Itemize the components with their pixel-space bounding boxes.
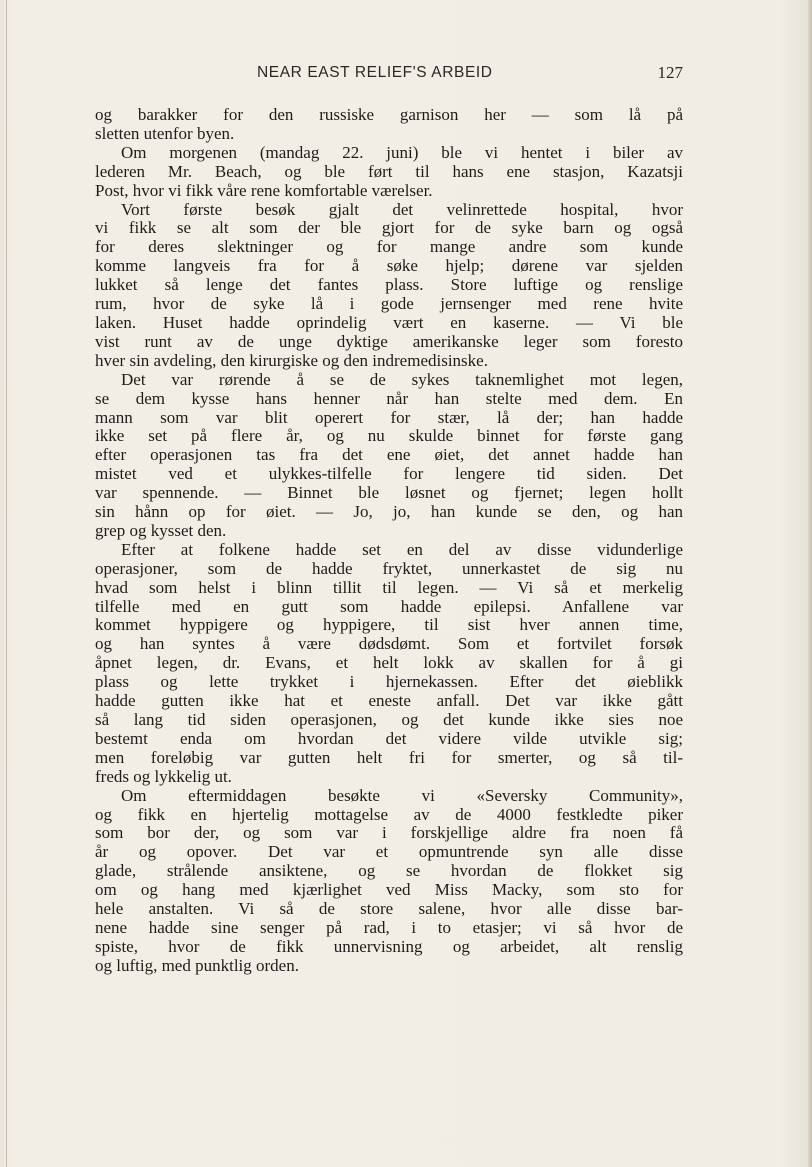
text-line: hver sin avdeling, den kirurgiske og den indremedisinske. bbox=[95, 350, 488, 370]
text-line: operasjoner, som de hadde fryktet, unnerkastet de sig nu bbox=[95, 558, 683, 578]
text-line: lederen Mr. Beach, og ble ført til hans ene stasjon, Kazatsji bbox=[95, 161, 683, 181]
text-line: år og opover. Det var et opmuntrende syn alle disse bbox=[95, 842, 683, 862]
text-line: hvad som helst i blinn tillit til legen. — Vi så et merkelig bbox=[95, 577, 683, 597]
running-head: NEAR EAST RELIEF'S ARBEID bbox=[257, 64, 493, 81]
text-line: og luftig, med punktlig orden. bbox=[95, 955, 299, 975]
text-line: som bor der, og som var i forskjellige aldre fra noen få bbox=[95, 823, 683, 843]
text-line: glade, strålende ansiktene, og se hvordan de flokket sig bbox=[95, 861, 683, 881]
page-header bbox=[95, 64, 683, 88]
text-line: vist runt av de unge dyktige amerikanske leger som foresto bbox=[95, 331, 683, 351]
text-line: åpnet legen, dr. Evans, et helt lokk av skallen for å gi bbox=[95, 653, 683, 673]
text-line: var spennende. — Binnet ble løsnet og fjernet; legen hollt bbox=[95, 483, 683, 503]
text-line: og fikk en hjertelig mottagelse av de 4000 festkledte piker bbox=[95, 804, 683, 824]
text-line: hele anstalten. Vi så de store salene, hvor alle disse bar- bbox=[95, 899, 683, 919]
text-line: bestemt enda om hvordan det videre vilde utvikle sig; bbox=[95, 728, 683, 748]
text-line: efter operasjonen tas fra det ene øiet, det annet hadde han bbox=[95, 445, 683, 465]
text-line: Om eftermiddagen besøkte vi «Seversky Community», bbox=[121, 785, 683, 805]
page-left-edge bbox=[6, 0, 7, 1167]
text-line: og han syntes å være dødsdømt. Som et fortvilet forsøk bbox=[95, 634, 683, 654]
body-text bbox=[95, 106, 683, 976]
text-line: for deres slektninger og for mange andre som kunde bbox=[95, 237, 683, 257]
text-line: og barakker for den russiske garnison her — som lå på bbox=[95, 105, 683, 124]
text-line: freds og lykkelig ut. bbox=[95, 766, 232, 786]
text-line: ikke set på flere år, og nu skulde binnet for første gang bbox=[95, 426, 683, 446]
text-line: Efter at folkene hadde set en del av disse vidunderlige bbox=[121, 539, 683, 559]
text-line: mistet ved et ulykkes-tilfelle for lengere tid siden. Det bbox=[95, 464, 683, 484]
text-line: tilfelle med en gutt som hadde epilepsi. Anfallene var bbox=[95, 596, 683, 616]
text-line: laken. Huset hadde oprindelig vært en kaserne. — Vi ble bbox=[95, 312, 683, 332]
text-line: sletten utenfor byen. bbox=[95, 123, 235, 143]
text-line: spiste, hvor de fikk unnervisning og arbeidet, alt renslig bbox=[95, 936, 683, 956]
text-line: Om morgenen (mandag 22. juni) ble vi hentet i biler av bbox=[121, 142, 683, 162]
text-line: lukket så lenge det fantes plass. Store luftige og renslige bbox=[95, 275, 683, 295]
text-line: så lang tid siden operasjonen, og det kunde ikke sies noe bbox=[95, 710, 683, 729]
text-line: hadde gutten ikke hat et eneste anfall. Det var ikke gått bbox=[95, 691, 683, 711]
text-line: vi fikk se alt som der ble gjort for de syke barn og også bbox=[95, 218, 683, 238]
text-line: Det var rørende å se de sykes taknemlighet mot legen, bbox=[121, 369, 683, 389]
text-line: komme langveis fra for å søke hjelp; dørene var sjelden bbox=[95, 256, 683, 276]
text-line: grep og kysset den. bbox=[95, 520, 227, 540]
text-line: se dem kysse hans henner når han stelte med dem. En bbox=[95, 388, 683, 408]
text-line: men foreløbig var gutten helt fri for smerter, og så til- bbox=[95, 747, 683, 767]
text-line: Post, hvor vi fikk våre rene komfortable værelser. bbox=[95, 180, 433, 200]
text-line: Vort første besøk gjalt det velinrettede hospital, hvor bbox=[121, 199, 683, 219]
text-line: kommet hyppigere og hyppigere, til sist hver annen time, bbox=[95, 615, 683, 635]
text-line: om og hang med kjærlighet ved Miss Macky, som sto for bbox=[95, 880, 683, 900]
page-right-edge bbox=[808, 0, 812, 1167]
text-line: plass og lette trykket i hjernekassen. Efter det øieblikk bbox=[95, 672, 683, 692]
page-number: 127 bbox=[657, 63, 683, 82]
text-line: sin hånn op for øiet. — Jo, jo, han kunde se den, og han bbox=[95, 502, 683, 522]
text-line: mann som var blit operert for stær, lå der; han hadde bbox=[95, 407, 683, 427]
text-line: rum, hvor de syke lå i gode jernsenger med rene hvite bbox=[95, 294, 683, 314]
text-line: nene hadde sine senger på rad, i to etasjer; vi så hvor de bbox=[95, 917, 683, 937]
